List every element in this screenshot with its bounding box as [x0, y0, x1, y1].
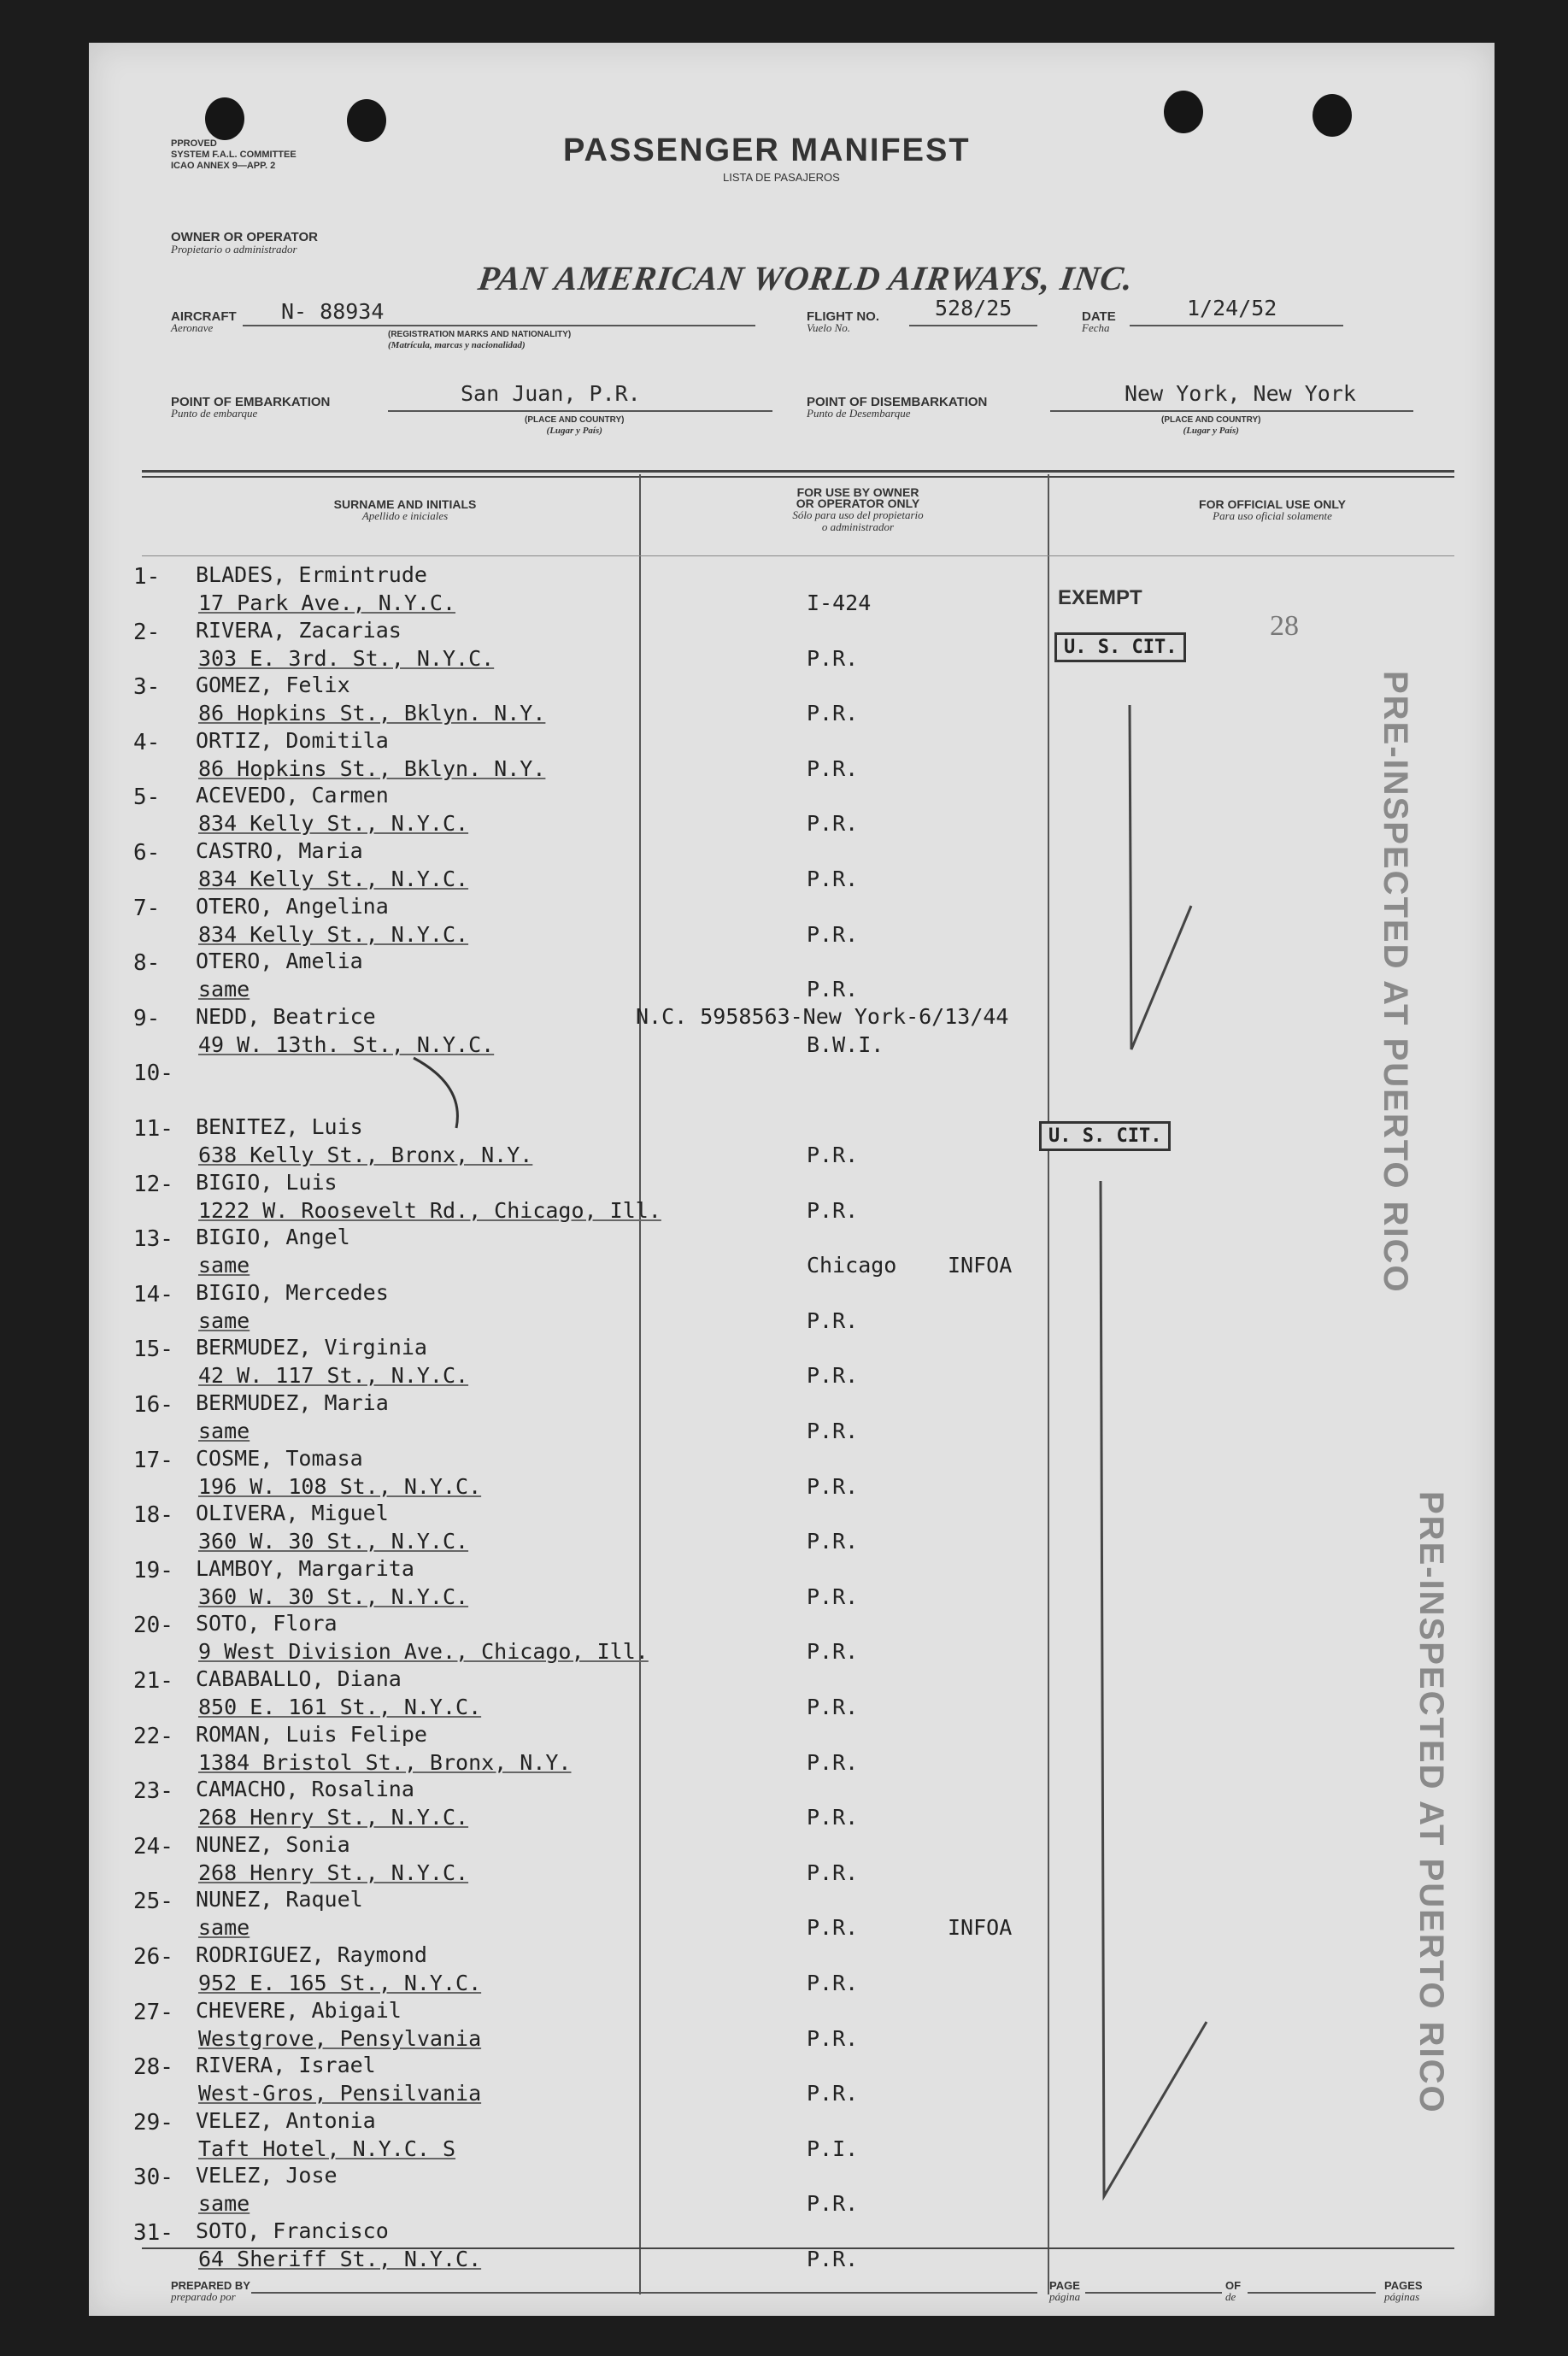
- passenger-name: COSME, Tomasa: [196, 1445, 363, 1471]
- registration-label-es: (Matrícula, marcas y nacionalidad): [388, 340, 526, 350]
- pen-stroke: [414, 1058, 457, 1128]
- row-number: 13-: [133, 1226, 173, 1253]
- row-number: 30-: [133, 2165, 173, 2191]
- row-number: 18-: [133, 1502, 173, 1529]
- approved-line: PPROVED: [171, 138, 217, 149]
- col-head-surname-es: Apellido e iniciales: [361, 509, 449, 522]
- passenger-name: BENITEZ, Luis: [196, 1114, 363, 1139]
- row-number: 2-: [133, 619, 161, 645]
- registration-label-en: (REGISTRATION MARKS AND NATIONALITY): [388, 330, 572, 339]
- exempt-note: EXEMPT: [1058, 586, 1142, 609]
- row-number: 8-: [133, 950, 161, 977]
- passenger-name: NUNEZ, Sonia: [196, 1831, 350, 1857]
- passenger-address: 196 W. 108 St., N.Y.C.: [198, 1473, 482, 1499]
- passenger-name: CHEVERE, Abigail: [196, 1997, 402, 2023]
- aircraft-label-es: Aeronave: [171, 321, 214, 334]
- passenger-address: same: [198, 1419, 250, 1443]
- disembark-label: POINT OF DISEMBARKATION: [807, 395, 988, 409]
- owner-use-entry: P.R.: [807, 1307, 859, 1333]
- aircraft-label: AIRCRAFT: [171, 309, 237, 324]
- owner-use-entry: B.W.I.: [807, 1031, 884, 1057]
- passenger-name: GOMEZ, Felix: [196, 673, 350, 698]
- passenger-name: SOTO, Francisco: [196, 2218, 389, 2243]
- col-head-owner-es-1: Sólo para uso del propietario: [792, 508, 924, 521]
- operator-name: PAN AMERICAN WORLD AIRWAYS, INC.: [475, 259, 1136, 297]
- owner-use-entry: I-424: [807, 590, 872, 615]
- owner-use-entry: P.R.: [807, 1860, 859, 1885]
- prepared-by-block: [171, 2280, 250, 2303]
- handwritten-number: 28: [1270, 610, 1299, 642]
- flight-label: FLIGHT NO.: [807, 309, 879, 324]
- owner-use-entry: P.R.: [807, 1363, 859, 1389]
- passenger-address: 1222 W. Roosevelt Rd., Chicago, Ill.: [198, 1197, 661, 1223]
- passenger-address: 850 E. 161 St., N.Y.C.: [198, 1695, 482, 1719]
- row-number: 31-: [133, 2220, 173, 2246]
- row-number: 20-: [133, 1613, 173, 1639]
- embark-label: POINT OF EMBARKATION: [171, 395, 331, 409]
- approved-line: ICAO ANNEX 9—APP. 2: [171, 161, 276, 171]
- pre-inspected-stamp: PRE-INSPECTED AT PUERTO RICO: [1377, 671, 1414, 1294]
- passenger-name: LAMBOY, Margarita: [196, 1555, 414, 1581]
- passenger-address: 1384 Bristol St., Bronx, N.Y.: [198, 1749, 572, 1775]
- owner-use-note: INFOA: [948, 1915, 1013, 1941]
- owner-use-entry: P.R.: [807, 1583, 859, 1609]
- pages-label-es: páginas: [1384, 2290, 1420, 2303]
- passenger-address: 17 Park Ave., N.Y.C.: [198, 590, 456, 615]
- owner-use-entry: P.R.: [807, 977, 859, 1002]
- page-title: PASSENGER MANIFEST: [563, 132, 971, 168]
- page-underline: [1085, 2292, 1222, 2294]
- row-number: 23-: [133, 1778, 173, 1805]
- passenger-address: 86 Hopkins St., Bklyn. N.Y.: [198, 701, 546, 726]
- row-number: 22-: [133, 1723, 173, 1749]
- passenger-address: West-Gros, Pensilvania: [198, 2081, 482, 2106]
- passenger-address: 64 Sheriff St., N.Y.C.: [198, 2247, 482, 2271]
- owner-use-entry: P.R.: [807, 1529, 859, 1554]
- handwritten-marks: [89, 43, 1495, 2316]
- row-number: 15-: [133, 1337, 173, 1363]
- place-label-en: (PLACE AND COUNTRY): [525, 415, 625, 425]
- row-number: 17-: [133, 1447, 173, 1473]
- row-number: 19-: [133, 1557, 173, 1583]
- passenger-address: 834 Kelly St., N.Y.C.: [198, 921, 469, 947]
- passenger-name: ACEVEDO, Carmen: [196, 783, 389, 808]
- passenger-address: 834 Kelly St., N.Y.C.: [198, 811, 469, 837]
- row-number: 3-: [133, 674, 161, 701]
- passenger-name: OLIVERA, Miguel: [196, 1501, 389, 1526]
- col-head-owner-en-2: OR OPERATOR ONLY: [796, 496, 920, 510]
- row-number: 1-: [133, 564, 161, 590]
- us-cit-stamp: U. S. CIT.: [1054, 632, 1186, 662]
- passenger-address: 952 E. 165 St., N.Y.C.: [198, 1971, 482, 1995]
- owner-use-entry: P.R.: [807, 1143, 859, 1167]
- us-cit-stamp: U. S. CIT.: [1039, 1121, 1171, 1151]
- owner-use-entry: P.R.: [807, 1639, 859, 1665]
- passenger-name: BIGIO, Mercedes: [196, 1279, 389, 1305]
- disembark-label-es: Punto de Desembarque: [807, 407, 911, 420]
- passenger-address: Westgrove, Pensylvania: [198, 2025, 482, 2051]
- passenger-address: 834 Kelly St., N.Y.C.: [198, 867, 469, 891]
- row-number: 25-: [133, 1889, 173, 1915]
- col-head-official-en: FOR OFFICIAL USE ONLY: [1199, 497, 1346, 511]
- place-label-es: (Lugar y País): [1183, 426, 1239, 436]
- owner-use-entry: P.R.: [807, 645, 859, 671]
- owner-use-entry: P.R.: [807, 1805, 859, 1830]
- prepared-label-es: preparado por: [171, 2290, 236, 2303]
- passenger-name: ORTIZ, Domitila: [196, 727, 389, 753]
- owner-use-entry: P.R.: [807, 1473, 859, 1499]
- owner-use-entry: P.R.: [807, 2191, 859, 2217]
- owner-use-entry: P.R.: [807, 701, 859, 726]
- passenger-name: BLADES, Ermintrude: [196, 562, 427, 587]
- passenger-name: OTERO, Amelia: [196, 949, 363, 974]
- of-label-es: de: [1225, 2290, 1236, 2303]
- passenger-address: 360 W. 30 St., N.Y.C.: [198, 1583, 469, 1609]
- pages-block: [1384, 2280, 1423, 2303]
- manifest-page: [89, 43, 1495, 2316]
- page-block: [1049, 2280, 1080, 2303]
- row-number: 14-: [133, 1281, 173, 1307]
- passenger-address: same: [198, 1253, 250, 1278]
- row-number: 9-: [133, 1005, 161, 1031]
- owner-use-entry: P.R.: [807, 1915, 859, 1941]
- passenger-address: 638 Kelly St., Bronx, N.Y.: [198, 1143, 533, 1167]
- passenger-name: OTERO, Angelina: [196, 893, 389, 919]
- date-value: 1/24/52: [1187, 296, 1277, 320]
- owner-label-es: Propietario o administrador: [171, 243, 297, 256]
- owner-use-entry: P.R.: [807, 1419, 859, 1443]
- approved-line: SYSTEM F.A.L. COMMITTEE: [171, 150, 297, 160]
- passenger-address: 360 W. 30 St., N.Y.C.: [198, 1529, 469, 1554]
- owner-use-entry: P.R.: [807, 1971, 859, 1995]
- owner-use-entry: P.R.: [807, 867, 859, 891]
- passenger-name: VELEZ, Jose: [196, 2163, 338, 2189]
- prepared-underline: [251, 2292, 1037, 2294]
- owner-use-extra: N.C. 5958563-New York-6/13/44: [636, 1003, 1009, 1029]
- aircraft-value: N- 88934: [281, 299, 385, 324]
- embark-value: San Juan, P.R.: [461, 381, 641, 406]
- of-underline: [1248, 2292, 1376, 2294]
- page-label: PAGE: [1049, 2279, 1080, 2292]
- owner-use-entry: P.I.: [807, 2136, 859, 2161]
- passenger-address: same: [198, 2191, 250, 2217]
- passenger-address: same: [198, 977, 250, 1002]
- disembark-value: New York, New York: [1125, 381, 1356, 406]
- passenger-name: ROMAN, Luis Felipe: [196, 1721, 427, 1747]
- row-number: 24-: [133, 1833, 173, 1860]
- of-label: OF: [1225, 2279, 1242, 2292]
- owner-use-note: INFOA: [948, 1253, 1013, 1278]
- owner-use-entry: P.R.: [807, 1197, 859, 1223]
- owner-use-entry: P.R.: [807, 921, 859, 947]
- passenger-address: 86 Hopkins St., Bklyn. N.Y.: [198, 755, 546, 781]
- check-mark: [1130, 705, 1191, 1049]
- passenger-name: BIGIO, Angel: [196, 1225, 350, 1250]
- row-number: 27-: [133, 1999, 173, 2025]
- row-number: 16-: [133, 1392, 173, 1418]
- passenger-address: 268 Henry St., N.Y.C.: [198, 1860, 469, 1885]
- flight-value: 528/25: [935, 296, 1013, 320]
- owner-use-entry: P.R.: [807, 2081, 859, 2106]
- passenger-name: NEDD, Beatrice: [196, 1003, 376, 1029]
- passenger-name: RIVERA, Zacarias: [196, 617, 402, 643]
- passenger-name: SOTO, Flora: [196, 1611, 338, 1636]
- owner-label: OWNER OR OPERATOR: [171, 230, 318, 244]
- pages-label: PAGES: [1384, 2279, 1423, 2292]
- row-number: 7-: [133, 895, 161, 921]
- passenger-address: same: [198, 1915, 250, 1941]
- check-mark: [1101, 1181, 1207, 2196]
- date-label-es: Fecha: [1082, 321, 1110, 334]
- col-head-surname-en: SURNAME AND INITIALS: [333, 497, 477, 511]
- passenger-address: 303 E. 3rd. St., N.Y.C.: [198, 645, 495, 671]
- owner-use-entry: P.R.: [807, 811, 859, 837]
- owner-use-entry: P.R.: [807, 2025, 859, 2051]
- owner-use-entry: P.R.: [807, 1749, 859, 1775]
- row-number: 11-: [133, 1116, 173, 1142]
- place-label-es: (Lugar y País): [546, 426, 602, 436]
- passenger-address: 42 W. 117 St., N.Y.C.: [198, 1363, 469, 1389]
- passenger-address: Taft Hotel, N.Y.C. S: [198, 2136, 456, 2161]
- row-number: 4-: [133, 729, 161, 755]
- pre-inspected-stamp: PRE-INSPECTED AT PUERTO RICO: [1412, 1491, 1450, 2114]
- embark-label-es: Punto de embarque: [171, 407, 258, 420]
- col-head-official-es: Para uso oficial solamente: [1213, 509, 1332, 522]
- row-number: 12-: [133, 1171, 173, 1197]
- place-label-en: (PLACE AND COUNTRY): [1161, 415, 1261, 425]
- owner-use-entry: Chicago: [807, 1253, 897, 1278]
- passenger-name: NUNEZ, Raquel: [196, 1887, 363, 1912]
- passenger-address: 49 W. 13th. St., N.Y.C.: [198, 1031, 495, 1057]
- row-number: 10-: [133, 1060, 173, 1087]
- passenger-name: BIGIO, Luis: [196, 1169, 338, 1195]
- passenger-name: RIVERA, Israel: [196, 2053, 376, 2078]
- row-number: 28-: [133, 2054, 173, 2081]
- passenger-name: BERMUDEZ, Maria: [196, 1390, 389, 1415]
- row-number: 29-: [133, 2109, 173, 2136]
- row-number: 6-: [133, 840, 161, 866]
- owner-use-entry: P.R.: [807, 755, 859, 781]
- flight-label-es: Vuelo No.: [807, 321, 851, 334]
- page-subtitle: LISTA DE PASAJEROS: [723, 171, 840, 184]
- passenger-name: CAMACHO, Rosalina: [196, 1777, 414, 1802]
- date-label: DATE: [1082, 309, 1116, 324]
- row-number: 5-: [133, 784, 161, 811]
- passenger-name: CASTRO, Maria: [196, 838, 363, 863]
- passenger-name: CABABALLO, Diana: [196, 1666, 402, 1691]
- passenger-name: RODRIGUEZ, Raymond: [196, 1942, 427, 1967]
- prepared-label: PREPARED BY: [171, 2279, 250, 2292]
- page-label-es: página: [1049, 2290, 1081, 2303]
- row-number: 26-: [133, 1944, 173, 1970]
- owner-use-entry: P.R.: [807, 2247, 859, 2271]
- of-block: [1225, 2280, 1241, 2303]
- passenger-address: 268 Henry St., N.Y.C.: [198, 1805, 469, 1830]
- passenger-address: same: [198, 1307, 250, 1333]
- passenger-name: VELEZ, Antonia: [196, 2107, 376, 2133]
- col-head-owner-en-1: FOR USE BY OWNER: [796, 485, 919, 499]
- row-number: 21-: [133, 1668, 173, 1694]
- passenger-address: 9 West Division Ave., Chicago, Ill.: [198, 1639, 649, 1665]
- owner-use-entry: P.R.: [807, 1695, 859, 1719]
- col-head-owner-es-2: o administrador: [821, 520, 895, 533]
- passenger-name: BERMUDEZ, Virginia: [196, 1335, 427, 1360]
